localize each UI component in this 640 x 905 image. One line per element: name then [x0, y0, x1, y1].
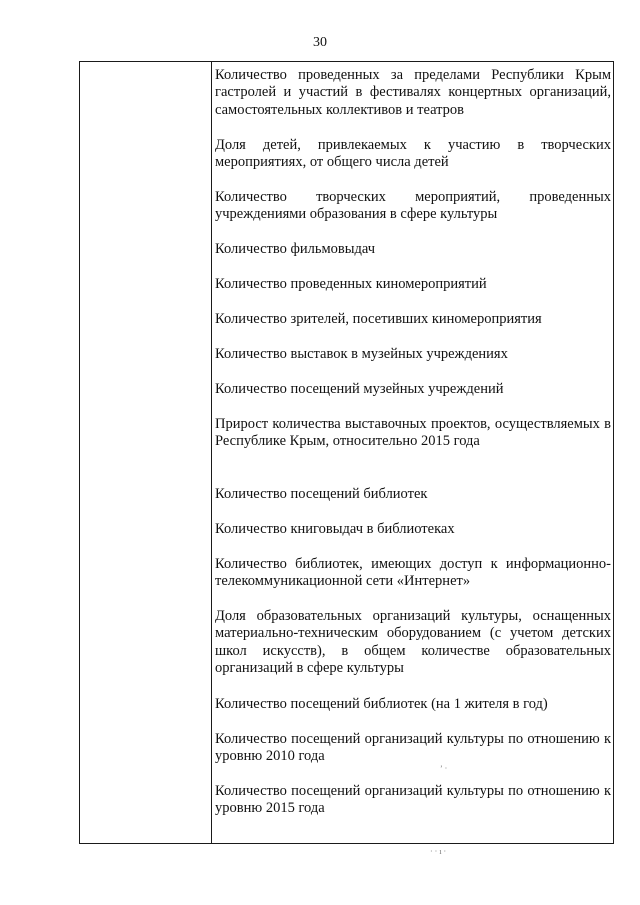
indicator-row: Доля образовательных организаций культуры, оснащенных материально-техническим оборудованием (с учетом детских школ искусств), в общем количестве образовательных организаций в сфере культуры [215, 608, 611, 676]
indicator-row: Количество посещений музейных учреждений [215, 381, 504, 397]
indicator-row: Количество библиотек, имеющих доступ к информационно-телекоммуникационной сети «Интернет» [215, 556, 611, 590]
indicator-row: Количество посещений организаций культуры по отношению к уровню 2010 года [215, 731, 611, 765]
indicator-row: Количество посещений организаций культуры по отношению к уровню 2015 года [215, 783, 611, 817]
indicator-row: Количество творческих мероприятий, проведенных учреждениями образования в сфере культуры [215, 189, 611, 223]
indicator-row: Доля детей, привлекаемых к участию в творческих мероприятиях, от общего числа детей [215, 137, 611, 171]
indicator-row: Количество фильмовыдач [215, 241, 376, 257]
indicator-row: Количество проведенных киномероприятий [215, 276, 487, 292]
indicator-row: Прирост количества выставочных проектов, осуществляемых в Республике Крым, относительно 2015 года [215, 416, 611, 450]
indicator-row: Количество посещений библиотек (на 1 жителя в год) [215, 696, 548, 712]
indicator-row: Количество зрителей, посетивших киномероприятия [215, 311, 542, 327]
indicator-row: Количество проведенных за пределами Республики Крым гастролей и участий в фестивалях концертных организаций, самостоятельных коллективов и театров [215, 67, 611, 118]
scan-artifact: ʼ · [440, 764, 448, 773]
indicator-row: Количество книговыдач в библиотеках [215, 521, 455, 537]
page-number: 30 [313, 35, 327, 50]
indicator-row: Количество выставок в музейных учреждениях [215, 346, 508, 362]
indicator-table [79, 61, 614, 844]
scan-artifact: · · ı · [430, 847, 447, 856]
table-column-divider [211, 61, 212, 844]
indicator-row: Количество посещений библиотек [215, 486, 428, 502]
